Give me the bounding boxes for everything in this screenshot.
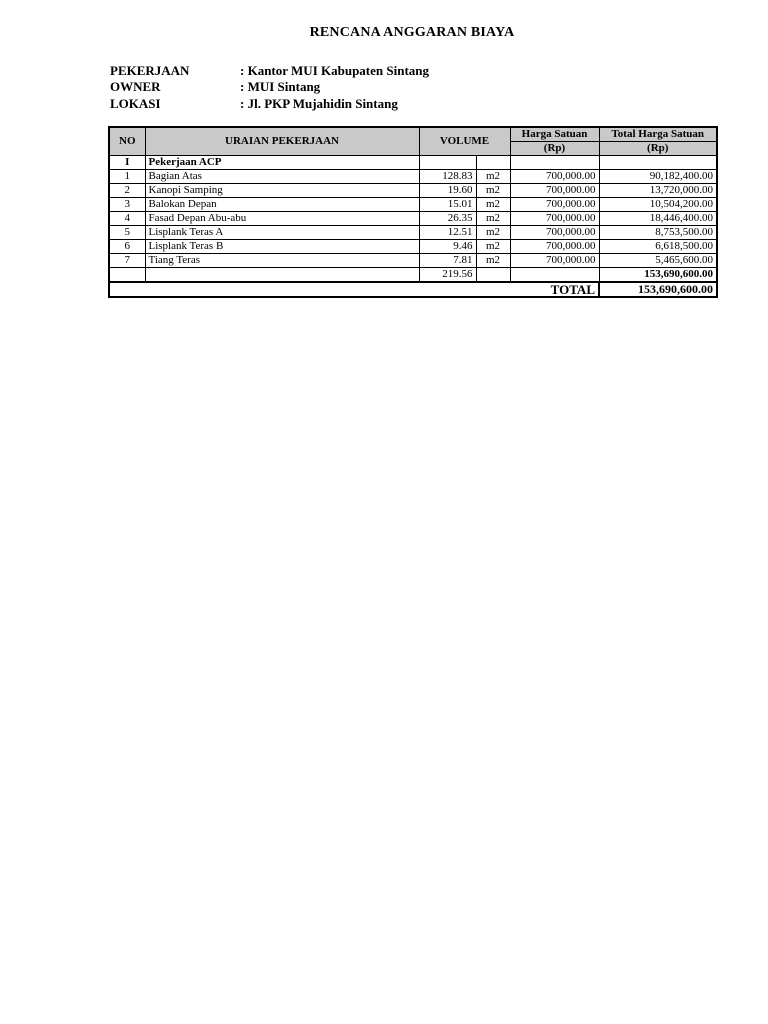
grand-total-label: TOTAL: [109, 282, 599, 297]
row-unit: m2: [476, 240, 510, 254]
row-unit: m2: [476, 226, 510, 240]
row-total: 6,618,500.00: [599, 240, 717, 254]
table-row: [109, 212, 717, 226]
table-row: [109, 198, 717, 212]
row-volume: 9.46: [419, 240, 476, 254]
header-harga-unit: (Rp): [510, 142, 599, 156]
row-harga: 700,000.00: [510, 212, 599, 226]
row-total: 13,720,000.00: [599, 184, 717, 198]
row-uraian: Bagian Atas: [145, 170, 419, 184]
table-row: [109, 226, 717, 240]
row-harga: 700,000.00: [510, 254, 599, 268]
row-no: 4: [109, 212, 145, 226]
document-title: RENCANA ANGGARAN BIAYA: [309, 25, 515, 40]
row-volume: 26.35: [419, 212, 476, 226]
row-unit: m2: [476, 254, 510, 268]
row-volume: 15.01: [419, 198, 476, 212]
row-uraian: Tiang Teras: [145, 254, 419, 268]
subtotal-volume: 219.56: [419, 268, 476, 283]
info-label: LOKASI: [110, 96, 161, 111]
grand-total-value: 153,690,600.00: [599, 282, 717, 297]
row-no: 2: [109, 184, 145, 198]
info-value: : Kantor MUI Kabupaten Sintang: [240, 63, 430, 78]
header-no: NO: [109, 127, 145, 156]
table-row: [109, 184, 717, 198]
row-volume: 19.60: [419, 184, 476, 198]
row-unit: m2: [476, 198, 510, 212]
info-label: PEKERJAAN: [110, 63, 190, 78]
row-uraian: Kanopi Samping: [145, 184, 419, 198]
row-harga: 700,000.00: [510, 170, 599, 184]
row-uraian: Balokan Depan: [145, 198, 419, 212]
info-value: : Jl. PKP Mujahidin Sintang: [240, 96, 398, 111]
budget-table: [108, 126, 718, 298]
row-no: 6: [109, 240, 145, 254]
row-no: 3: [109, 198, 145, 212]
section-row: [109, 156, 717, 170]
header-total-unit: (Rp): [599, 142, 717, 156]
table-row: [109, 254, 717, 268]
row-uraian: Lisplank Teras B: [145, 240, 419, 254]
section-no: I: [109, 156, 145, 170]
row-uraian: Fasad Depan Abu-abu: [145, 212, 419, 226]
row-volume: 7.81: [419, 254, 476, 268]
header-total-harga: Total Harga Satuan: [599, 127, 717, 142]
row-total: 5,465,600.00: [599, 254, 717, 268]
row-no: 1: [109, 170, 145, 184]
subtotal-total: 153,690,600.00: [599, 268, 717, 283]
header-harga-satuan: Harga Satuan: [510, 127, 599, 142]
info-value: : MUI Sintang: [240, 79, 321, 94]
subtotal-row: [109, 268, 717, 283]
row-volume: 12.51: [419, 226, 476, 240]
row-harga: 700,000.00: [510, 226, 599, 240]
row-harga: 700,000.00: [510, 184, 599, 198]
row-no: 5: [109, 226, 145, 240]
row-unit: m2: [476, 184, 510, 198]
row-total: 90,182,400.00: [599, 170, 717, 184]
header-uraian: URAIAN PEKERJAAN: [145, 127, 419, 156]
row-unit: m2: [476, 212, 510, 226]
row-volume: 128.83: [419, 170, 476, 184]
row-total: 10,504,200.00: [599, 198, 717, 212]
row-uraian: Lisplank Teras A: [145, 226, 419, 240]
section-label: Pekerjaan ACP: [145, 156, 419, 170]
row-total: 18,446,400.00: [599, 212, 717, 226]
row-total: 8,753,500.00: [599, 226, 717, 240]
table-row: [109, 170, 717, 184]
info-label: OWNER: [110, 79, 161, 94]
row-no: 7: [109, 254, 145, 268]
row-harga: 700,000.00: [510, 240, 599, 254]
grand-total-row: [109, 282, 717, 297]
row-unit: m2: [476, 170, 510, 184]
header-volume: VOLUME: [419, 127, 510, 156]
row-harga: 700,000.00: [510, 198, 599, 212]
table-row: [109, 240, 717, 254]
